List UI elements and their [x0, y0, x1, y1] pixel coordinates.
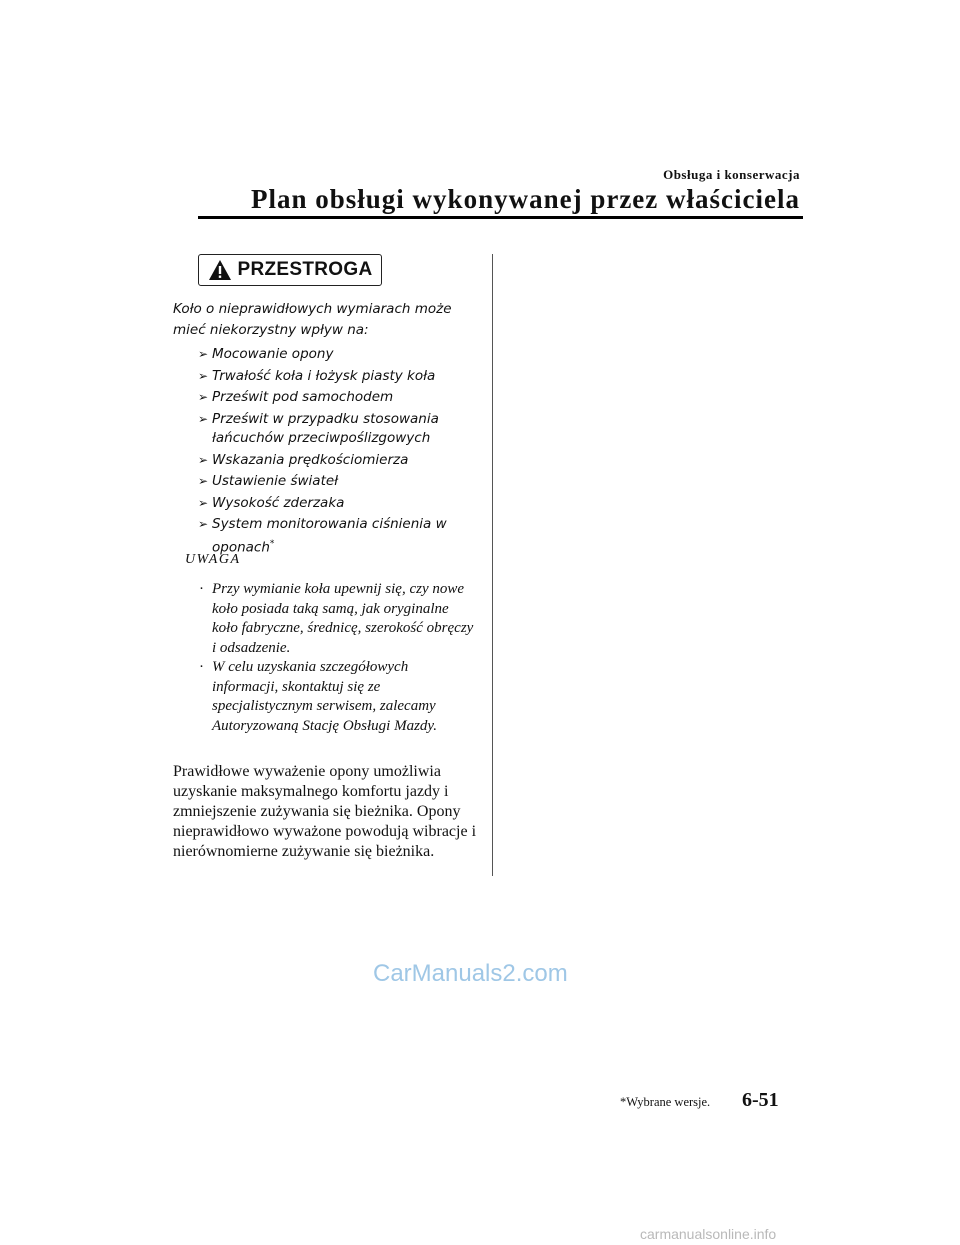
page-number: 6-51	[742, 1089, 779, 1111]
list-item: ➢ Ustawienie świateł	[186, 472, 486, 492]
list-item: ➢ Wysokość zderzaka	[186, 494, 486, 514]
arrow-right-icon: ➢	[198, 495, 209, 510]
caution-label: PRZESTROGA	[237, 259, 373, 280]
caution-intro: Koło o nieprawidłowych wymiarach może mieć niekorzystny wpływ na:	[173, 301, 452, 338]
arrow-right-icon: ➢	[198, 452, 209, 467]
list-item: ➢ Wskazania prędkościomierza	[186, 451, 486, 471]
arrow-right-icon: ➢	[198, 390, 209, 404]
caution-list	[186, 345, 486, 560]
body-paragraph: Prawidłowe wyważenie opony umożliwia uzyskanie maksymalnego komfortu jazdy i zmniejszenie zużywania się bieżnika. Opony nieprawidłowo wyważone powodują wibracje i nierównomierne zużywanie się bieżnika.	[173, 763, 477, 860]
arrow-right-icon: ➢	[198, 411, 209, 426]
warning-triangle-icon	[208, 259, 232, 281]
list-item: · W celu uzyskania szczegółowych informacji, skontaktuj się ze specjalistycznym serwisem, zalecamy Autoryzowaną Stację Obsługi Mazdy.	[199, 659, 437, 734]
footnote-marker: *	[269, 538, 275, 549]
list-item: · Przy wymianie koła upewnij się, czy nowe koło posiada taką samą, jak oryginalne koło fabryczne, średnicę, szerokość obręczy i odsadzenie.	[199, 581, 474, 656]
column-divider	[492, 254, 493, 876]
bullet-icon: ·	[199, 659, 204, 675]
list-item: ➢ Trwałość koła i łożysk piasty koła	[186, 367, 486, 387]
site-footer: carmanualsonline.info	[640, 1226, 777, 1242]
note-list	[198, 580, 478, 736]
footnote: *Wybrane wersje.	[620, 1095, 711, 1109]
note-title: UWAGA	[185, 552, 241, 567]
list-item: ➢ Mocowanie opony	[186, 345, 486, 365]
arrow-right-icon: ➢	[198, 474, 209, 488]
arrow-right-icon: ➢	[198, 368, 209, 383]
page-title: Plan obsługi wykonywanej przez właściciela	[251, 184, 800, 214]
watermark: CarManuals2.com	[373, 960, 568, 987]
bullet-icon: ·	[199, 581, 204, 597]
header-rule	[198, 216, 803, 219]
caution-banner	[198, 254, 382, 286]
section-name: Obsługa i konserwacja	[663, 167, 800, 182]
arrow-right-icon: ➢	[198, 347, 209, 361]
list-item: ➢ Prześwit pod samochodem	[186, 388, 486, 408]
arrow-right-icon: ➢	[198, 517, 209, 531]
list-item: ➢ Prześwit w przypadku stosowania łańcuchów przeciwpoślizgowych	[198, 410, 439, 446]
list-item: ➢ System monitorowania ciśnienia w oponach*	[198, 516, 447, 555]
